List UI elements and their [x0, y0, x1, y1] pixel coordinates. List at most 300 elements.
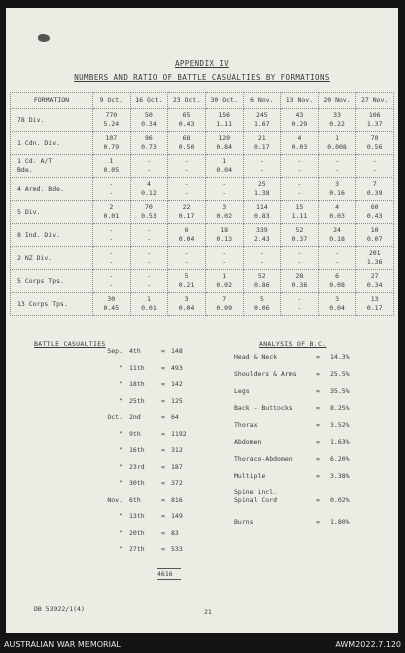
table-cell: [93, 201, 131, 224]
cell-ratio: 0.29: [291, 120, 308, 128]
list-item: [101, 479, 221, 496]
cell-ratio: 0.05: [103, 166, 120, 174]
table-cell: [243, 109, 281, 132]
cell-ratio: -: [335, 258, 340, 266]
cell-count: 6: [335, 272, 340, 280]
equals-sign: =: [161, 528, 165, 537]
table-cell: [93, 155, 131, 178]
table-row: [11, 293, 394, 316]
cell-ratio: -: [109, 258, 114, 266]
table-cell: [318, 155, 356, 178]
table-cell: [318, 293, 356, 316]
casualty-count: 372: [171, 479, 183, 487]
cell-count: 339: [255, 226, 268, 234]
table-cell: [130, 178, 168, 201]
cell-count: -: [259, 157, 264, 165]
wound-region: Burns: [234, 518, 254, 526]
list-item: [101, 545, 221, 562]
casualty-count: 149: [171, 512, 183, 520]
cell-ratio: 0.73: [141, 143, 157, 151]
table-cell: [356, 201, 394, 224]
cell-ratio: 0.53: [141, 212, 157, 220]
wound-percentage: 0.02%: [330, 496, 350, 504]
cell-ratio: 0.21: [178, 281, 195, 289]
casualty-month: Oct.: [107, 413, 123, 421]
table-cell: [93, 247, 131, 270]
cell-ratio: 0.08: [329, 281, 345, 289]
cell-count: 3: [222, 203, 227, 211]
list-item: [101, 413, 221, 430]
list-item: [234, 518, 394, 544]
table-column-header: 9 Oct.: [93, 93, 131, 109]
cell-count: -: [146, 226, 151, 234]
table-cell: [130, 293, 168, 316]
table-cell: [318, 132, 356, 155]
cell-count: 1: [222, 272, 227, 280]
cell-count: -: [297, 157, 302, 165]
table-cell: [130, 270, 168, 293]
cell-ratio: 0.34: [366, 281, 383, 289]
table-column-header: 13 Nov.: [281, 93, 319, 109]
casualty-day: 9th: [129, 429, 141, 438]
list-item: [101, 529, 221, 546]
cell-ratio: 0.06: [253, 304, 270, 312]
cell-ratio: -: [222, 189, 227, 197]
casualty-month: ": [119, 429, 123, 438]
wound-percentage: 14.3%: [330, 353, 350, 361]
cell-count: 5: [259, 295, 264, 303]
casualty-day: 20th: [129, 528, 145, 537]
cell-count: 7: [372, 180, 377, 188]
casualty-month: ": [119, 512, 123, 520]
cell-count: 4: [297, 134, 302, 142]
table-cell: [205, 247, 243, 270]
cell-ratio: -: [109, 281, 114, 289]
wound-percentage: 25.5%: [330, 370, 350, 378]
equals-sign: =: [161, 347, 165, 355]
footer-accession: AWM2022.7.120: [335, 640, 401, 649]
table-cell: [243, 178, 281, 201]
casualty-count: 64: [171, 413, 179, 421]
cell-ratio: 0.36: [291, 281, 308, 289]
table-header-row: [11, 93, 394, 109]
cell-count: 107: [105, 134, 118, 142]
cell-ratio: 0.45: [103, 304, 120, 312]
equals-sign: =: [161, 396, 165, 405]
formation-label: 5 Div.: [11, 201, 93, 224]
list-item: [234, 472, 394, 488]
table-cell: [93, 224, 131, 247]
table-cell: [318, 247, 356, 270]
cell-count: 50: [145, 111, 153, 119]
casualty-month: ": [119, 396, 123, 405]
cell-ratio: -: [297, 258, 302, 266]
cell-ratio: -: [184, 166, 189, 174]
wound-percentage: 35.5%: [330, 387, 350, 395]
cell-count: 65: [182, 111, 191, 119]
cell-ratio: 0.34: [141, 120, 157, 128]
casualty-count: 187: [171, 462, 183, 471]
casualty-day: 18th: [129, 380, 145, 388]
table-column-header: 6 Nov.: [243, 93, 281, 109]
table-cell: [205, 224, 243, 247]
equals-sign: =: [316, 421, 320, 429]
casualty-day: 4th: [129, 347, 141, 355]
table-cell: [243, 247, 281, 270]
table-cell: [243, 201, 281, 224]
casualty-day: 16th: [129, 446, 145, 454]
list-item: [101, 397, 221, 414]
cell-ratio: -: [259, 258, 264, 266]
cell-count: 156: [218, 111, 231, 119]
cell-count: 7: [222, 295, 227, 303]
equals-sign: =: [161, 446, 165, 454]
cell-ratio: 0.03: [329, 212, 345, 220]
table-cell: [205, 132, 243, 155]
cell-count: 1: [109, 157, 114, 165]
wound-percentage: 3.52%: [330, 421, 350, 429]
cell-ratio: 0.16: [329, 189, 345, 197]
table-cell: [93, 293, 131, 316]
cell-ratio: 5.24: [103, 120, 120, 128]
table-cell: [281, 224, 319, 247]
formation-label: 5 Corps Tps.: [11, 270, 93, 293]
list-item: [234, 421, 394, 438]
list-item: [234, 387, 394, 404]
table-cell: [356, 247, 394, 270]
list-item: [234, 455, 394, 472]
casualty-month: ": [119, 462, 123, 471]
cell-ratio: 0.04: [178, 235, 195, 243]
cell-ratio: 0.04: [178, 304, 195, 312]
cell-count: 770: [105, 111, 118, 119]
casualty-count: 142: [171, 380, 183, 388]
casualty-count: 125: [171, 396, 183, 405]
cell-ratio: 2.43: [253, 235, 270, 243]
formations-table: [10, 92, 394, 316]
equals-sign: =: [161, 413, 165, 421]
cell-count: 21: [257, 134, 266, 142]
cell-count: -: [184, 180, 189, 188]
cell-ratio: -: [297, 189, 302, 197]
table-cell: [356, 155, 394, 178]
cell-ratio: -: [109, 189, 114, 197]
casualty-day: 2nd: [129, 413, 141, 421]
table-cell: [243, 155, 281, 178]
casualty-month: Nov.: [107, 495, 123, 504]
cell-count: 4: [146, 180, 151, 188]
table-cell: [318, 109, 356, 132]
table-cell: [356, 178, 394, 201]
cell-count: -: [184, 157, 189, 165]
table-cell: [93, 270, 131, 293]
cell-count: 33: [333, 111, 341, 119]
cell-ratio: 0.01: [103, 212, 120, 220]
table-cell: [93, 178, 131, 201]
cell-count: 70: [370, 134, 379, 142]
cell-ratio: -: [297, 166, 302, 174]
cell-ratio: 0.83: [253, 212, 270, 220]
equals-sign: =: [316, 438, 320, 446]
formation-label: 1 Cdn. Div.: [11, 132, 93, 155]
casualty-count: 148: [171, 347, 183, 355]
cell-count: 43: [295, 111, 304, 119]
equals-sign: =: [316, 404, 320, 412]
cell-count: 5: [184, 272, 189, 280]
list-item: [101, 496, 221, 513]
cell-ratio: 0.17: [366, 304, 383, 312]
cell-count: 52: [295, 226, 304, 234]
casualty-month: ": [119, 380, 123, 388]
table-cell: [281, 293, 319, 316]
cell-ratio: -: [146, 166, 151, 174]
cell-count: 60: [370, 203, 379, 211]
list-item: [101, 512, 221, 529]
wound-percentage: 6.20%: [330, 455, 350, 463]
cell-count: -: [222, 180, 227, 188]
table-cell: [168, 132, 206, 155]
cell-ratio: 0.17: [178, 212, 195, 220]
cell-count: 1: [335, 134, 340, 142]
list-item: [101, 380, 221, 397]
cell-ratio: 0.04: [329, 304, 345, 312]
wound-region: Head & Neck: [234, 353, 278, 361]
cell-count: -: [335, 249, 340, 257]
table-cell: [318, 224, 356, 247]
casualty-month: ": [119, 479, 123, 487]
casualty-count: 533: [171, 545, 183, 553]
table-cell: [130, 132, 168, 155]
wound-percentage: 1.80%: [330, 518, 350, 526]
cell-count: 114: [255, 203, 268, 211]
table-row: [11, 201, 394, 224]
equals-sign: =: [316, 455, 320, 463]
table-cell: [168, 270, 206, 293]
casualty-day: 6th: [129, 495, 141, 504]
cell-count: -: [372, 157, 377, 165]
casualty-count: 493: [171, 363, 183, 372]
cell-count: 106: [368, 111, 381, 119]
wound-region: Thorax: [234, 421, 258, 429]
wound-percentage: 1.63%: [330, 438, 350, 446]
cell-count: -: [146, 272, 151, 280]
casualty-day: 30th: [129, 479, 145, 487]
equals-sign: =: [161, 545, 165, 553]
equals-sign: =: [161, 462, 165, 471]
cell-ratio: -: [259, 166, 264, 174]
wound-region: Multiple: [234, 472, 266, 480]
cell-ratio: -: [146, 258, 151, 266]
cell-count: 10: [370, 226, 379, 234]
cell-count: -: [109, 272, 114, 280]
casualty-day: 27th: [129, 545, 145, 553]
cell-count: -: [297, 180, 302, 188]
cell-count: 25: [257, 180, 266, 188]
cell-ratio: 1.67: [253, 120, 270, 128]
table-cell: [168, 201, 206, 224]
equals-sign: =: [316, 353, 320, 361]
cell-count: -: [109, 249, 114, 257]
cell-ratio: 1.11: [216, 120, 233, 128]
list-item: [101, 364, 221, 381]
table-cell: [130, 224, 168, 247]
table-row: [11, 178, 394, 201]
table-column-header: 27 Nov.: [356, 93, 394, 109]
list-item: [101, 347, 221, 364]
cell-ratio: 0.50: [178, 143, 195, 151]
table-cell: [130, 201, 168, 224]
cell-count: 27: [370, 272, 379, 280]
cell-ratio: 0.22: [329, 120, 345, 128]
table-cell: [281, 270, 319, 293]
casualty-month: ": [119, 446, 123, 454]
battle-casualties-heading: BATTLE CASUALTIES: [34, 340, 106, 348]
cell-count: 15: [295, 203, 304, 211]
cell-ratio: -: [372, 166, 377, 174]
cell-ratio: 0.02: [216, 281, 233, 289]
table-cell: [318, 178, 356, 201]
cell-ratio: 0.008: [327, 143, 347, 151]
table-cell: [281, 132, 319, 155]
formation-label: 8 Ind. Div.: [11, 224, 93, 247]
cell-ratio: 0.43: [366, 212, 383, 220]
table-row: [11, 132, 394, 155]
cell-ratio: 0.56: [366, 143, 383, 151]
table-cell: [243, 270, 281, 293]
casualty-month: Sep.: [107, 347, 123, 355]
cell-ratio: 0.09: [216, 304, 233, 312]
cell-ratio: -: [184, 258, 189, 266]
cell-count: 3: [335, 180, 340, 188]
table-cell: [168, 155, 206, 178]
cell-ratio: 0.03: [291, 143, 308, 151]
equals-sign: =: [316, 472, 320, 480]
table-cell: [243, 224, 281, 247]
document-reference: DB 53922/1(4): [34, 605, 85, 613]
appendix-heading: APPENDIX IV: [174, 59, 230, 68]
cell-ratio: 1.38: [253, 189, 270, 197]
wound-region: Abdomen: [234, 438, 262, 446]
table-row: [11, 247, 394, 270]
table-cell: [281, 109, 319, 132]
formation-label: 2 NZ Div.: [11, 247, 93, 270]
table-cell: [356, 109, 394, 132]
table-cell: [205, 155, 243, 178]
footer-institution: AUSTRALIAN WAR MEMORIAL: [4, 640, 121, 649]
cell-ratio: 0.37: [291, 235, 308, 243]
cell-count: 201: [368, 249, 381, 257]
formation-label: 1 Cd. A/T Bde.: [11, 155, 93, 178]
cell-count: 18: [220, 226, 229, 234]
equals-sign: =: [161, 429, 165, 438]
wound-region: Legs: [234, 387, 250, 395]
page-number: 21: [204, 608, 212, 616]
table-row: [11, 109, 394, 132]
list-item: [101, 446, 221, 463]
table-cell: [168, 109, 206, 132]
table-cell: [130, 109, 168, 132]
table-cell: [281, 247, 319, 270]
cell-ratio: 0.17: [253, 143, 270, 151]
analysis-list: [234, 353, 394, 544]
casualty-count: 816: [171, 495, 183, 504]
cell-ratio: -: [335, 166, 340, 174]
table-cell: [281, 155, 319, 178]
cell-ratio: 0.86: [253, 281, 270, 289]
table-cell: [130, 155, 168, 178]
table-column-header: 30 Oct.: [205, 93, 243, 109]
battle-casualties-total: 4616: [157, 568, 181, 580]
table-cell: [356, 293, 394, 316]
document-title: NUMBERS AND RATIO OF BATTLE CASUALTIES BY FORMATIONS: [74, 73, 330, 82]
cell-count: 68: [182, 134, 191, 142]
list-item: [234, 404, 394, 421]
table-cell: [281, 178, 319, 201]
table-cell: [93, 109, 131, 132]
cell-ratio: -: [184, 189, 189, 197]
cell-count: 2: [109, 203, 114, 211]
casualty-day: 23rd: [129, 462, 145, 471]
table-cell: [205, 201, 243, 224]
cell-count: -: [109, 180, 114, 188]
equals-sign: =: [161, 479, 165, 487]
table-cell: [318, 201, 356, 224]
table-column-header: 23 Oct.: [168, 93, 206, 109]
cell-count: -: [146, 157, 151, 165]
cell-count: 30: [107, 295, 116, 303]
cell-ratio: 0.39: [366, 189, 383, 197]
cell-count: 1: [222, 157, 227, 165]
casualty-day: 25th: [129, 396, 145, 405]
wound-percentage: 8.25%: [330, 404, 350, 412]
cell-count: -: [222, 249, 227, 257]
list-item: [101, 430, 221, 447]
table-corner-header: FORMATION: [11, 93, 93, 109]
list-item: [234, 438, 394, 455]
cell-count: -: [297, 295, 302, 303]
cell-ratio: 0.07: [366, 235, 383, 243]
cell-ratio: 1.37: [366, 120, 383, 128]
formation-label: 78 Div.: [11, 109, 93, 132]
casualty-month: ": [119, 545, 123, 553]
cell-count: -: [335, 157, 340, 165]
casualty-month: ": [119, 528, 123, 537]
cell-ratio: 0.02: [216, 212, 233, 220]
cell-count: 52: [257, 272, 266, 280]
cell-count: 3: [184, 295, 189, 303]
cell-ratio: 0.04: [216, 166, 233, 174]
table-cell: [168, 224, 206, 247]
equals-sign: =: [161, 495, 165, 504]
cell-count: 120: [218, 134, 231, 142]
table-cell: [356, 132, 394, 155]
table-column-header: 16 Oct.: [130, 93, 168, 109]
formation-label: 13 Corps Tps.: [11, 293, 93, 316]
table-row: [11, 155, 394, 178]
cell-count: 24: [333, 226, 341, 234]
table-body: [11, 109, 394, 316]
cell-ratio: 0.13: [216, 235, 233, 243]
casualty-month: ": [119, 363, 123, 372]
table-cell: [205, 109, 243, 132]
equals-sign: =: [316, 496, 320, 504]
wound-region: Back - Buttocks: [234, 404, 293, 412]
list-item: [101, 463, 221, 480]
cell-ratio: 0.43: [178, 120, 195, 128]
cell-count: 6: [184, 226, 189, 234]
cell-ratio: -: [109, 235, 114, 243]
formation-label: 4 Armd. Bde.: [11, 178, 93, 201]
